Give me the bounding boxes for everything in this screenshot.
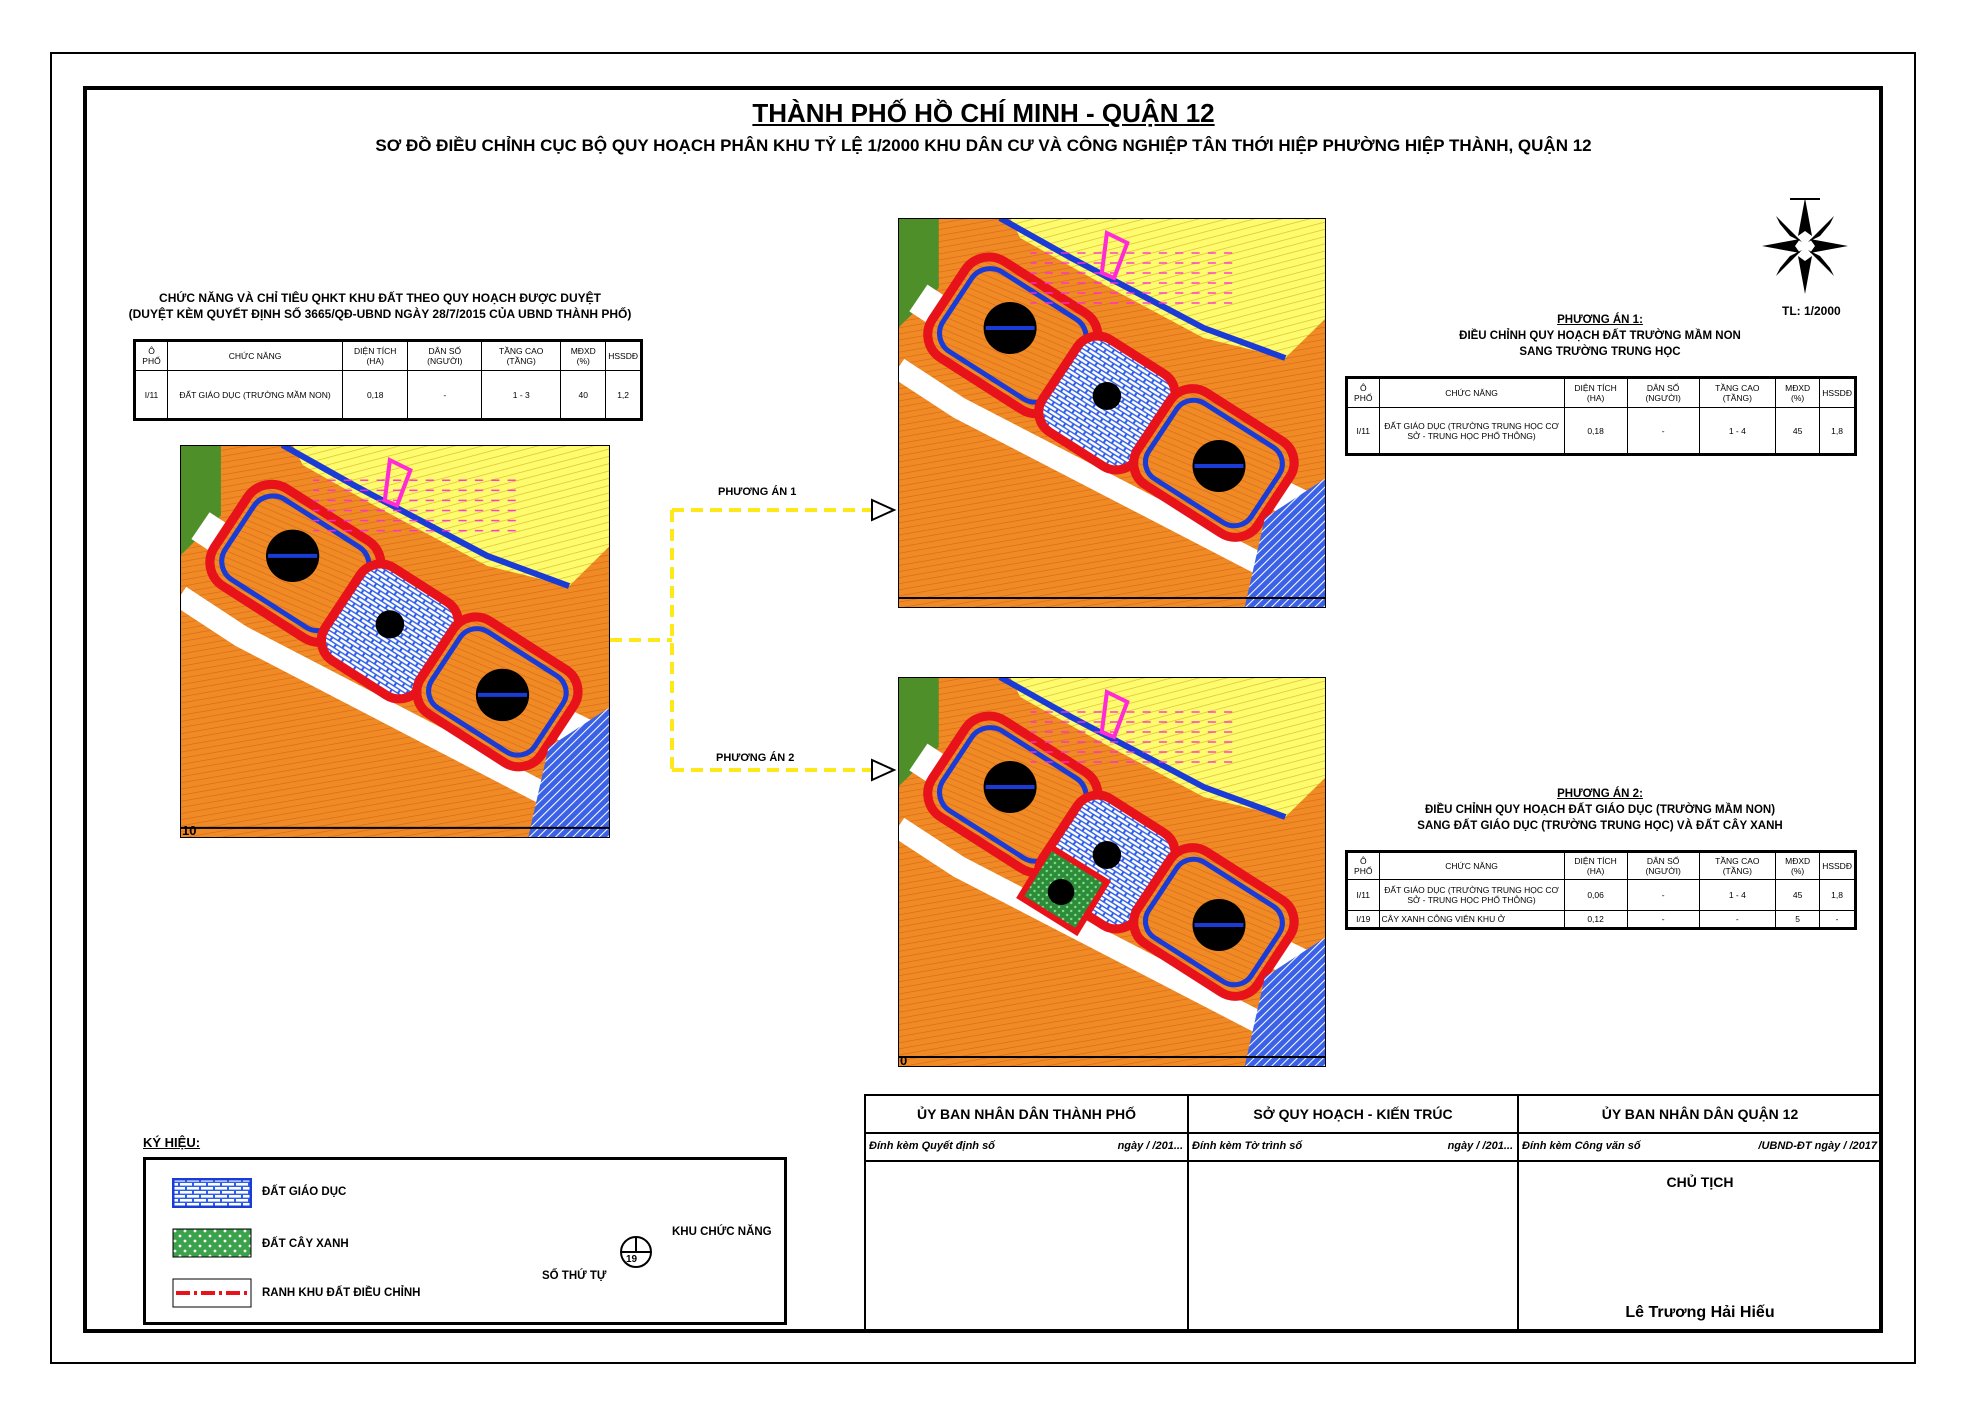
table-cell: 45 — [1776, 408, 1820, 455]
option1-title — [1340, 312, 1860, 360]
col-header: HSSDĐ — [1820, 852, 1856, 880]
table-cell: 5 — [1776, 911, 1820, 929]
table-cell: I/19 — [1347, 911, 1380, 929]
zone-symbol-icon — [616, 1232, 656, 1272]
option2-plan-map — [898, 677, 1326, 1067]
option2-line2: SANG ĐẤT GIÁO DỤC (TRƯỜNG TRUNG HỌC) VÀ ĐẤT CÂY XANH — [1417, 820, 1783, 832]
page-title: THÀNH PHỐ HỒ CHÍ MINH - QUẬN 12 — [752, 98, 1215, 128]
legend-education-label: ĐẤT GIÁO DỤC — [262, 1186, 347, 1198]
legend — [143, 1157, 787, 1325]
signature-ref-left: Đính kèm Công văn số — [1522, 1140, 1641, 1152]
option2-heading: PHƯƠNG ÁN 2: — [1557, 788, 1643, 800]
table-cell: - — [1699, 911, 1776, 929]
table-cell: CÂY XANH CÔNG VIÊN KHU Ở — [1379, 911, 1564, 929]
table-cell: I/11 — [1347, 408, 1380, 455]
signature-district — [1519, 1096, 1881, 1331]
legend-serial-label: SỐ THỨ TỰ — [542, 1270, 607, 1282]
table-cell: - — [408, 371, 482, 420]
boundary-swatch — [172, 1278, 252, 1308]
col-header: MĐXD (%) — [1776, 378, 1820, 408]
signature-city — [866, 1096, 1189, 1331]
table-cell: - — [1627, 911, 1699, 929]
col-header: Ô PHỐ — [1347, 852, 1380, 880]
option2-table — [1345, 850, 1857, 930]
approved-caption — [120, 290, 640, 322]
table-row — [1347, 408, 1856, 455]
col-header: TẦNG CAO (TẦNG) — [482, 341, 561, 371]
signature-ref-right: ngày / /201... — [1447, 1140, 1513, 1152]
option-connector — [610, 490, 900, 790]
table-header-row — [1347, 378, 1856, 408]
legend-function-zone-label: KHU CHỨC NĂNG — [672, 1226, 772, 1238]
col-header: Ô PHỐ — [1347, 378, 1380, 408]
signature-chair-title: CHỦ TỊCH — [1666, 1174, 1734, 1190]
col-header: Ô PHỐ — [135, 341, 168, 371]
signature-ref-right: ngày / /201... — [1117, 1140, 1183, 1152]
option1-line1: ĐIỀU CHỈNH QUY HOẠCH ĐẤT TRƯỜNG MẦM NON — [1459, 330, 1741, 342]
table-cell: - — [1627, 880, 1699, 911]
north-arrow — [1760, 196, 1850, 301]
table-cell: 0,18 — [343, 371, 408, 420]
table-cell: I/11 — [1347, 880, 1380, 911]
table-cell: 1,8 — [1820, 880, 1856, 911]
table-cell: 0,06 — [1564, 880, 1627, 911]
option1-heading: PHƯƠNG ÁN 1: — [1557, 314, 1643, 326]
zone-symbol-number: 19 — [626, 1254, 638, 1265]
table-cell: 1 - 4 — [1699, 880, 1776, 911]
col-header: MĐXD (%) — [1776, 852, 1820, 880]
col-header: DÂN SỐ (NGƯỜI) — [1627, 378, 1699, 408]
map-sheet-number: 0 — [900, 1053, 908, 1068]
table-row — [1347, 911, 1856, 929]
signature-ref-right: /UBND-ĐT ngày / /2017 — [1758, 1140, 1877, 1152]
table-cell: I/11 — [135, 371, 168, 420]
signature-head: ỦY BAN NHÂN DÂN THÀNH PHỐ — [866, 1096, 1187, 1134]
signature-ref — [1519, 1132, 1881, 1162]
table-row — [1347, 880, 1856, 911]
approved-table — [133, 339, 643, 421]
table-cell: - — [1820, 911, 1856, 929]
table-header-row — [135, 341, 642, 371]
education-swatch — [172, 1178, 252, 1208]
col-header: DÂN SỐ (NGƯỜI) — [408, 341, 482, 371]
signature-ref-left: Đính kèm Tờ trình số — [1192, 1140, 1303, 1152]
legend-green-label: ĐẤT CÂY XANH — [262, 1238, 349, 1250]
col-header: DÂN SỐ (NGƯỜI) — [1627, 852, 1699, 880]
table-cell: 45 — [1776, 880, 1820, 911]
col-header: HSSDĐ — [606, 341, 642, 371]
table-cell: 1,8 — [1820, 408, 1856, 455]
page-subtitle: SƠ ĐỒ ĐIỀU CHỈNH CỤC BỘ QUY HOẠCH PHÂN KHU TỶ LỆ 1/2000 KHU DÂN CƯ VÀ CÔNG NGHIỆP TÂN THỚI HIỆP PHƯỜNG HIỆP THÀNH, QUẬN 12 — [375, 136, 1592, 155]
option1-arrow-label: PHƯƠNG ÁN 1 — [718, 486, 797, 498]
col-header: TẦNG CAO (TẦNG) — [1699, 378, 1776, 408]
signature-ref — [1189, 1132, 1517, 1162]
table-cell: 40 — [561, 371, 606, 420]
option2-arrow-label: PHƯƠNG ÁN 2 — [716, 752, 795, 764]
col-header: CHỨC NĂNG — [1379, 378, 1564, 408]
approved-plan-map — [180, 445, 610, 838]
table-cell: ĐẤT GIÁO DỤC (TRƯỜNG MẦM NON) — [168, 371, 343, 420]
table-cell: 1 - 3 — [482, 371, 561, 420]
signature-ref — [866, 1132, 1187, 1162]
col-header: HSSDĐ — [1820, 378, 1856, 408]
table-cell: 1 - 4 — [1699, 408, 1776, 455]
option1-line2: SANG TRƯỜNG TRUNG HỌC — [1519, 346, 1681, 358]
table-cell: ĐẤT GIÁO DỤC (TRƯỜNG TRUNG HỌC CƠ SỞ - TRUNG HỌC PHỔ THÔNG) — [1379, 408, 1564, 455]
col-header: DIỆN TÍCH (HA) — [343, 341, 408, 371]
approved-caption-line2: (DUYỆT KÈM QUYẾT ĐỊNH SỐ 3665/QĐ-UBND NGÀY 28/7/2015 CỦA UBND THÀNH PHỐ) — [128, 307, 632, 321]
table-row — [135, 371, 642, 420]
option2-line1: ĐIỀU CHỈNH QUY HOẠCH ĐẤT GIÁO DỤC (TRƯỜNG MẦM NON) — [1424, 804, 1776, 816]
option1-plan-map — [898, 218, 1326, 608]
table-header-row — [1347, 852, 1856, 880]
col-header: DIỆN TÍCH (HA) — [1564, 852, 1627, 880]
scale-label: TL: 1/2000 — [1782, 304, 1841, 318]
signature-head: SỞ QUY HOẠCH - KIẾN TRÚC — [1189, 1096, 1517, 1134]
col-header: MĐXD (%) — [561, 341, 606, 371]
legend-boundary-label: RANH KHU ĐẤT ĐIỀU CHỈNH — [262, 1287, 421, 1299]
signature-block — [864, 1094, 1883, 1333]
col-header: TẦNG CAO (TẦNG) — [1699, 852, 1776, 880]
map-sheet-number: 10 — [182, 823, 197, 838]
green-swatch — [172, 1228, 252, 1258]
table-cell: 1,2 — [606, 371, 642, 420]
approved-caption-line1: CHỨC NĂNG VÀ CHỈ TIÊU QHKT KHU ĐẤT THEO QUY HOẠCH ĐƯỢC DUYỆT — [159, 291, 601, 305]
col-header: CHỨC NĂNG — [168, 341, 343, 371]
col-header: DIỆN TÍCH (HA) — [1564, 378, 1627, 408]
signature-head: ỦY BAN NHÂN DÂN QUẬN 12 — [1519, 1096, 1881, 1134]
col-header: CHỨC NĂNG — [1379, 852, 1564, 880]
legend-title: KÝ HIỆU: — [143, 1135, 201, 1150]
signature-signer-name: Lê Trương Hải Hiếu — [1625, 1304, 1775, 1321]
signature-planning-dept — [1189, 1096, 1519, 1331]
table-cell: - — [1627, 408, 1699, 455]
table-cell: 0,12 — [1564, 911, 1627, 929]
table-cell: ĐẤT GIÁO DỤC (TRƯỜNG TRUNG HỌC CƠ SỞ - TRUNG HỌC PHỔ THÔNG) — [1379, 880, 1564, 911]
option1-table — [1345, 376, 1857, 456]
table-cell: 0,18 — [1564, 408, 1627, 455]
option2-title — [1340, 786, 1860, 834]
signature-ref-left: Đính kèm Quyết định số — [869, 1140, 995, 1152]
